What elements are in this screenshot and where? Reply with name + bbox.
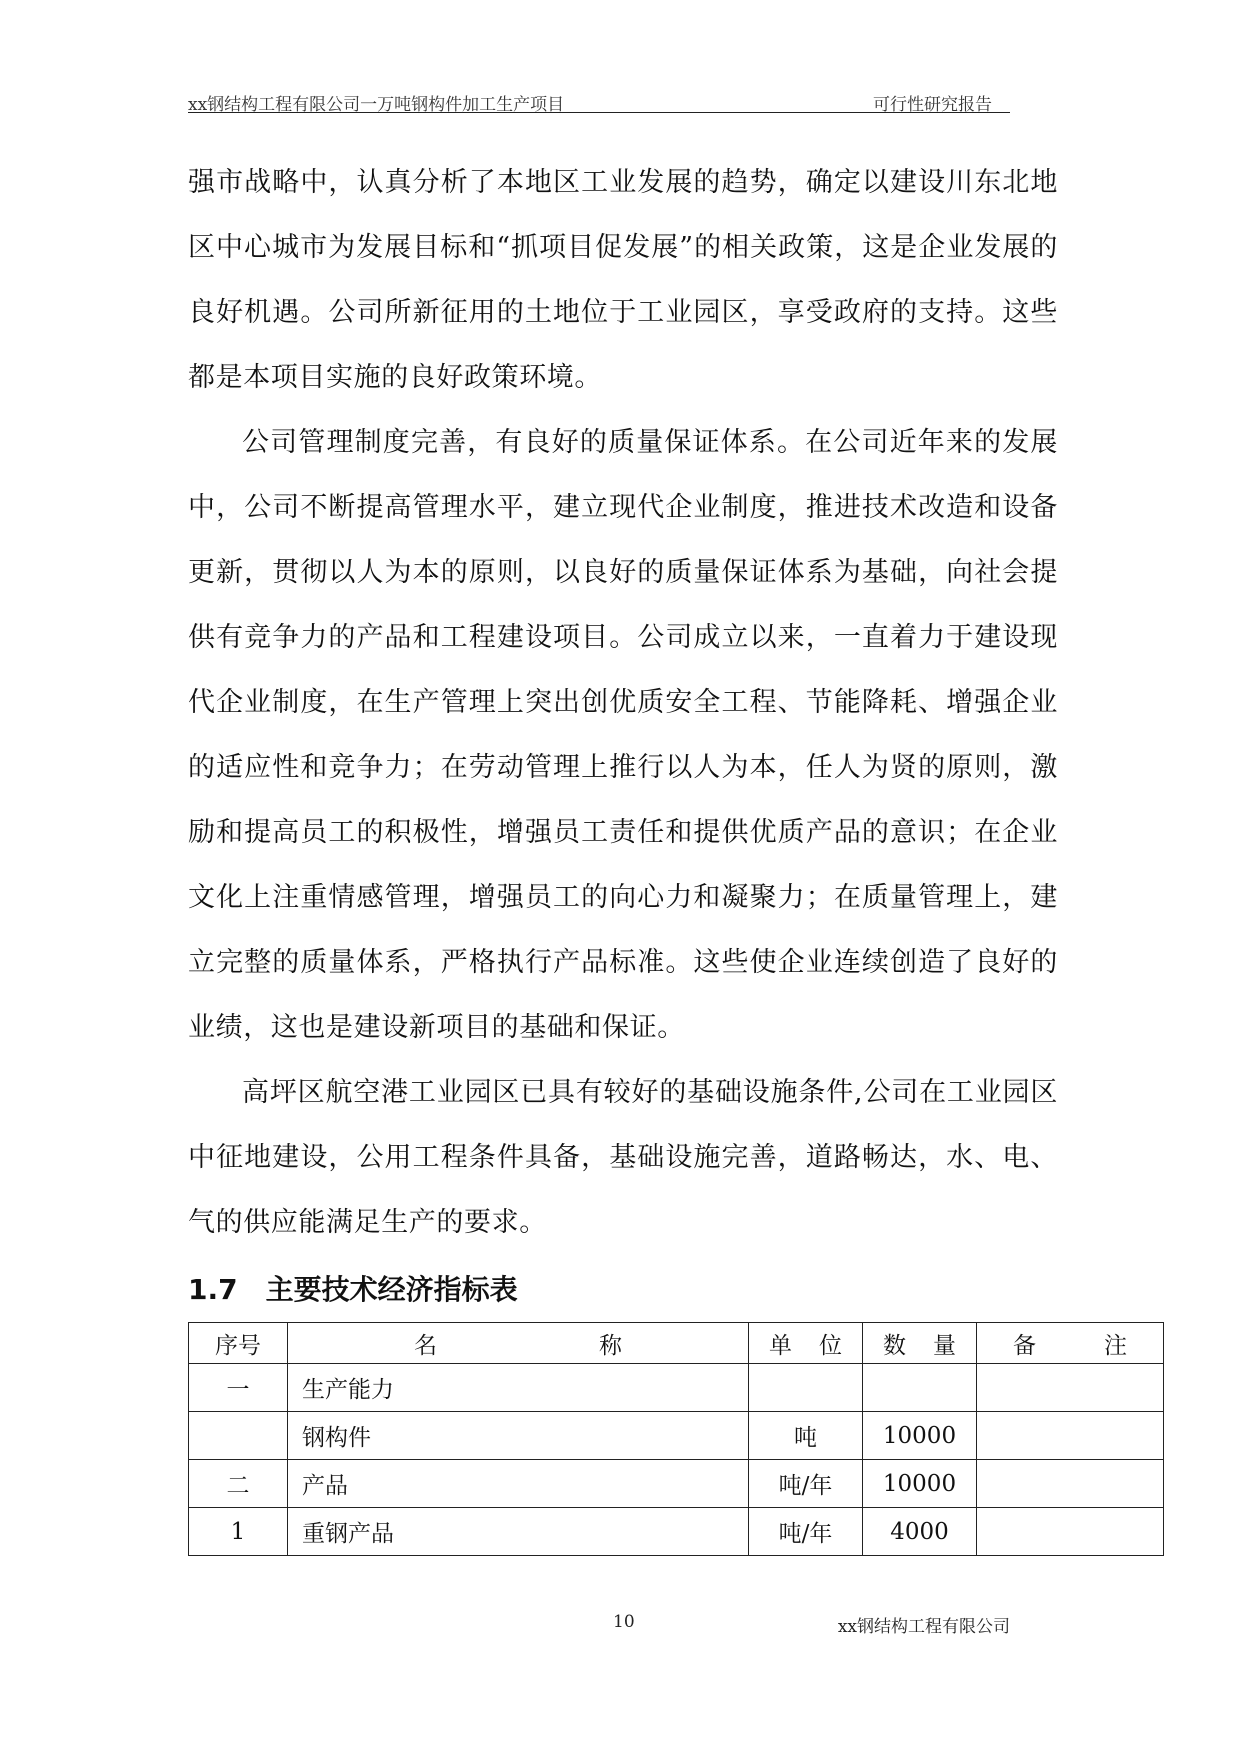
page-number: 10 [613, 1612, 635, 1632]
table-row [189, 1460, 1164, 1508]
header-unit: 单 位 [749, 1323, 863, 1364]
body-text [188, 150, 1058, 1255]
cell-name: 钢构件 [288, 1412, 749, 1460]
table-header-row [189, 1323, 1164, 1364]
cell-note [977, 1364, 1164, 1412]
header-report-type: 可行性研究报告 [873, 95, 992, 115]
table-row [189, 1508, 1164, 1556]
cell-unit: 吨/年 [749, 1508, 863, 1556]
page-header [188, 86, 1010, 113]
table-row [189, 1412, 1164, 1460]
cell-name: 产品 [288, 1460, 749, 1508]
table-row [189, 1364, 1164, 1412]
cell-qty [863, 1364, 977, 1412]
cell-seq: 1 [189, 1508, 288, 1556]
cell-name: 重钢产品 [288, 1508, 749, 1556]
cell-seq: 一 [189, 1364, 288, 1412]
header-note: 备 注 [977, 1323, 1164, 1364]
section-number: 1.7 [188, 1273, 238, 1306]
indicators-table [188, 1322, 1164, 1556]
paragraph: 强市战略中，认真分析了本地区工业发展的趋势，确定以建设川东北地区中心城市为发展目标和“抓项目促发展”的相关政策，这是企业发展的良好机遇。公司所新征用的土地位于工业园区，享受政府的支持。这些都是本项目实施的良好政策环境。 [188, 167, 1058, 393]
cell-note [977, 1412, 1164, 1460]
header-seq: 序号 [189, 1323, 288, 1364]
header-name: 名 称 [288, 1323, 749, 1364]
cell-note [977, 1460, 1164, 1508]
section-title: 主要技术经济指标表 [265, 1273, 518, 1306]
cell-unit [749, 1364, 863, 1412]
cell-unit: 吨 [749, 1412, 863, 1460]
paragraph: 高坪区航空港工业园区已具有较好的基础设施条件,公司在工业园区中征地建设，公用工程条件具备，基础设施完善，道路畅达，水、电、气的供应能满足生产的要求。 [188, 1077, 1058, 1238]
header-project-title: xx钢结构工程有限公司一万吨钢构件加工生产项目 [188, 95, 565, 115]
cell-name: 生产能力 [288, 1364, 749, 1412]
cell-qty: 10000 [863, 1460, 977, 1508]
header-qty: 数 量 [863, 1323, 977, 1364]
paragraph: 公司管理制度完善，有良好的质量保证体系。在公司近年来的发展中，公司不断提高管理水平，建立现代企业制度，推进技术改造和设备更新，贯彻以人为本的原则，以良好的质量保证体系为基础，向社会提供有竞争力的产品和工程建设项目。公司成立以来，一直着力于建设现代企业制度，在生产管理上突出创优质安全工程、节能降耗、增强企业的适应性和竞争力；在劳动管理上推行以人为本，任人为贤的原则，激励和提高员工的积极性，增强员工责任和提供优质产品的意识；在企业文化上注重情感管理，增强员工的向心力和凝聚力；在质量管理上，建立完整的质量体系，严格执行产品标准。这些使企业连续创造了良好的业绩，这也是建设新项目的基础和保证。 [188, 427, 1058, 1043]
cell-seq: 二 [189, 1460, 288, 1508]
cell-unit: 吨/年 [749, 1460, 863, 1508]
footer-company: xx钢结构工程有限公司 [837, 1617, 1010, 1637]
cell-note [977, 1508, 1164, 1556]
cell-qty: 10000 [863, 1412, 977, 1460]
cell-qty: 4000 [863, 1508, 977, 1556]
section-heading [188, 1268, 518, 1308]
cell-seq [189, 1412, 288, 1460]
